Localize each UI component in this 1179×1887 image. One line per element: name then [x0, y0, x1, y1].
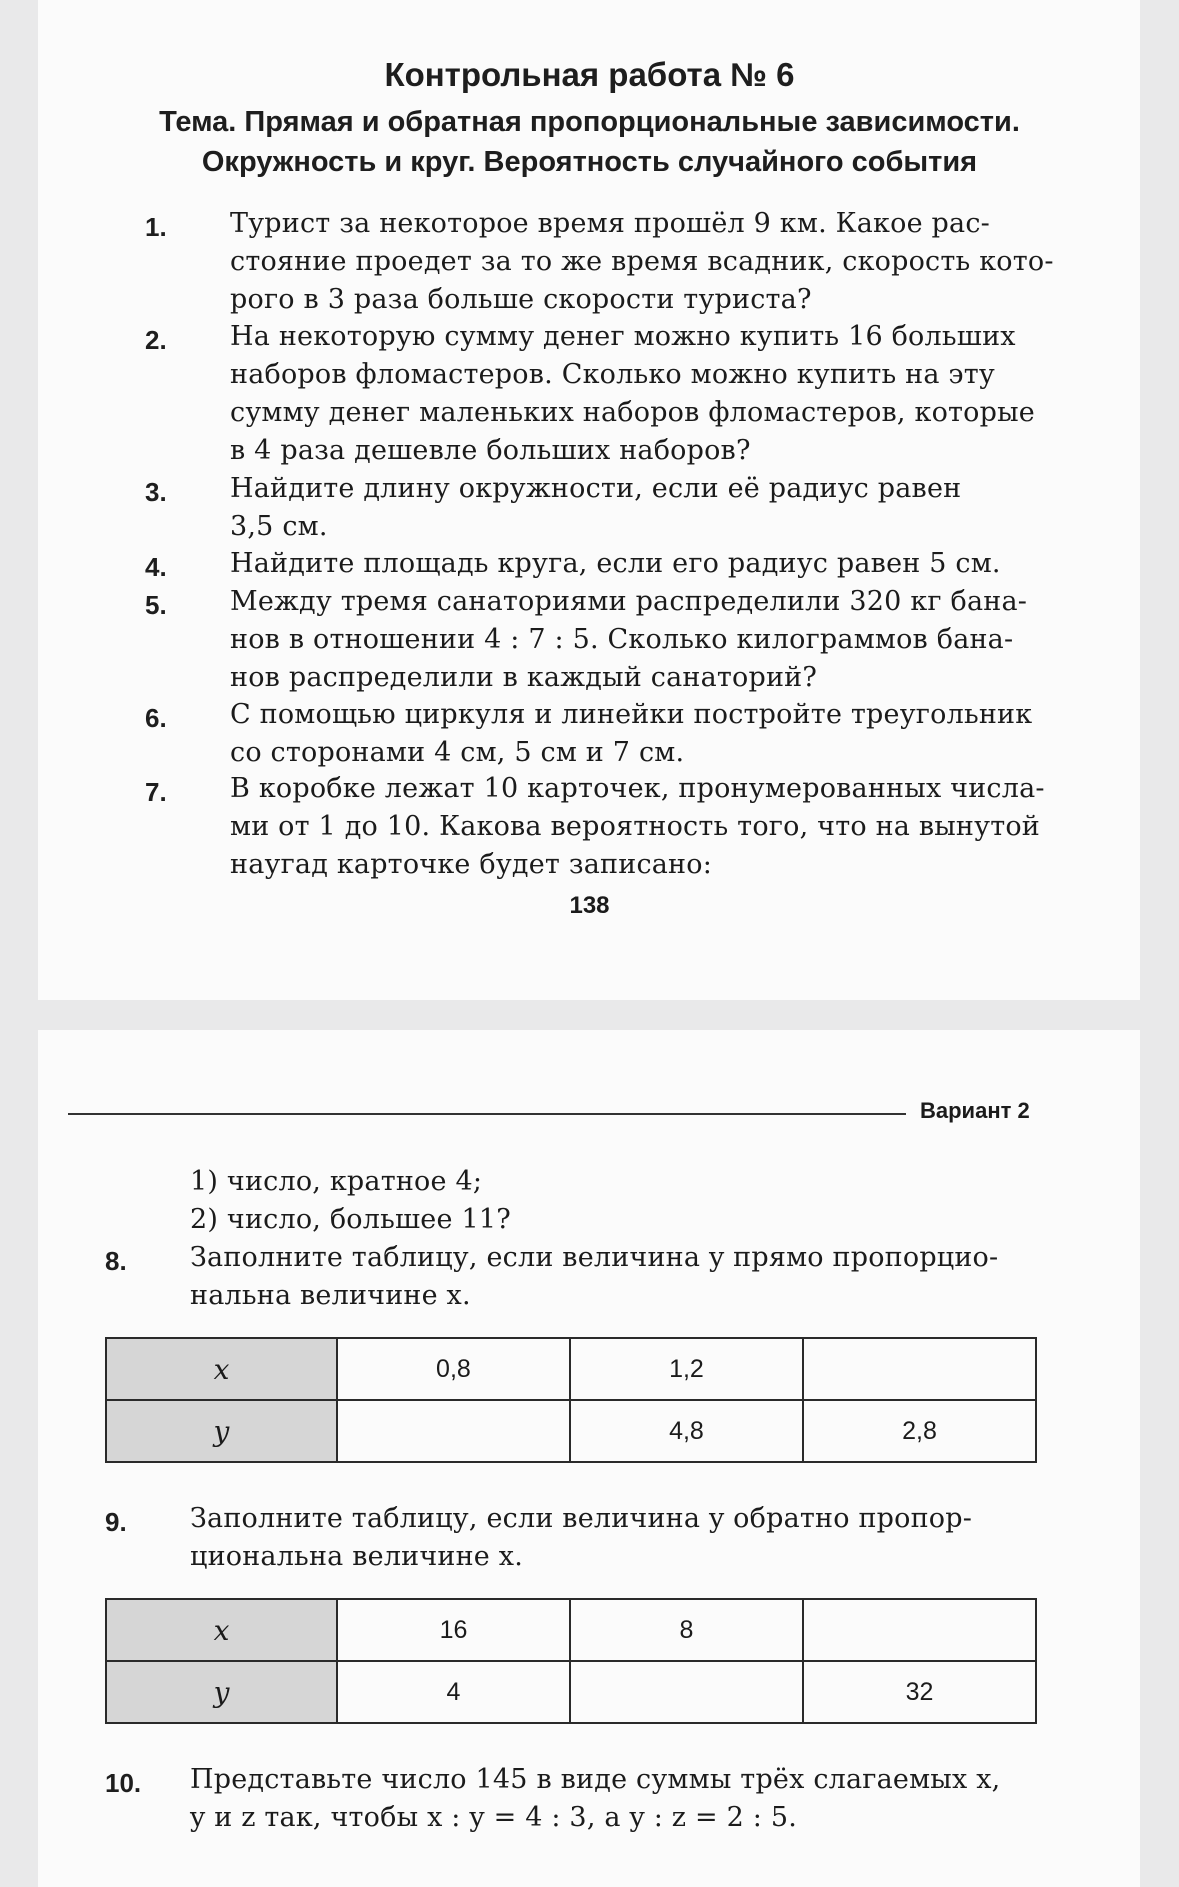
table-cell	[337, 1400, 570, 1462]
task-text-line: со сторонами 4 см, 5 см и 7 см.	[230, 737, 685, 768]
task-text-line: Найдите длину окружности, если её радиус равен	[230, 473, 962, 504]
task-number: 4.	[145, 552, 167, 582]
topic-line-1: Тема. Прямая и обратная пропорциональные зависимости.	[159, 106, 1020, 138]
row-header-y: y	[106, 1661, 337, 1723]
task-text-line: Турист за некоторое время прошёл 9 км. Какое рас-	[230, 208, 990, 239]
table-cell: 4,8	[570, 1400, 803, 1462]
table-cell: 4	[337, 1661, 570, 1723]
header-rule	[68, 1113, 906, 1115]
topic-line-2: Окружность и круг. Вероятность случайного события	[201, 146, 978, 178]
task-number: 3.	[145, 477, 167, 507]
row-header-x: x	[106, 1599, 337, 1661]
option-1: 1) число, кратное 4;	[190, 1166, 483, 1197]
table-cell: 32	[803, 1661, 1036, 1723]
task-text-line: в 4 раза дешевле больших наборов?	[230, 435, 751, 466]
table-cell	[570, 1661, 803, 1723]
task-text-line: На некоторую сумму денег можно купить 16 больших	[230, 321, 1016, 352]
task-text-line: нальна величине x.	[190, 1280, 471, 1311]
task-text-line: наугад карточке будет записано:	[230, 849, 713, 880]
task-text-line: 3,5 см.	[230, 511, 328, 542]
table-inverse-proportion	[105, 1598, 1037, 1724]
table-row-y	[106, 1661, 1036, 1723]
table-row-y	[106, 1400, 1036, 1462]
task-text-line: Между тремя санаториями распределили 320 кг бана-	[230, 586, 1028, 617]
task-number: 9.	[105, 1507, 127, 1537]
task-text-line: С помощью циркуля и линейки постройте треугольник	[230, 699, 1033, 730]
table-cell: 16	[337, 1599, 570, 1661]
task-number: 10.	[105, 1768, 142, 1798]
row-header-x: x	[106, 1338, 337, 1400]
table-cell: 2,8	[803, 1400, 1036, 1462]
task-number: 2.	[145, 325, 167, 355]
task-text-line: Найдите площадь круга, если его радиус равен 5 см.	[230, 548, 1001, 579]
task-text-line: сумму денег маленьких наборов фломастеров, которые	[230, 397, 1035, 428]
row-header-y: y	[106, 1400, 337, 1462]
page-number: 138	[569, 892, 610, 919]
task-number: 8.	[105, 1246, 127, 1276]
task-number: 1.	[145, 212, 167, 242]
task-number: 6.	[145, 703, 167, 733]
task-text-line: В коробке лежат 10 карточек, пронумерованных числа-	[230, 773, 1045, 804]
task-text-line: наборов фломастеров. Сколько можно купить на эту	[230, 359, 995, 390]
task-text-line: ми от 1 до 10. Какова вероятность того, что на вынутой	[230, 811, 1041, 842]
task-text-line: Представьте число 145 в виде суммы трёх слагаемых x,	[190, 1764, 1001, 1795]
task-number: 5.	[145, 590, 167, 620]
table-direct-proportion	[105, 1337, 1037, 1463]
task-text-line: y и z так, чтобы x : y = 4 : 3, а y : z = 2 : 5.	[190, 1802, 797, 1833]
table-cell	[803, 1338, 1036, 1400]
task-text-line: Заполните таблицу, если величина y обратно пропор-	[190, 1503, 973, 1534]
task-text-line: стояние проедет за то же время всадник, скорость кото-	[230, 246, 1054, 277]
table-cell: 0,8	[337, 1338, 570, 1400]
task-text-line: Заполните таблицу, если величина y прямо пропорцио-	[190, 1242, 999, 1273]
option-2: 2) число, большее 11?	[190, 1204, 511, 1235]
table-row-x	[106, 1338, 1036, 1400]
task-text-line: нов в отношении 4 : 7 : 5. Сколько килограммов бана-	[230, 624, 1014, 655]
table-row-x	[106, 1599, 1036, 1661]
table-cell: 1,2	[570, 1338, 803, 1400]
task-text-line: циональна величине x.	[190, 1541, 523, 1572]
table-cell	[803, 1599, 1036, 1661]
task-text-line: нов распределили в каждый санаторий?	[230, 662, 818, 693]
task-text-line: рого в 3 раза больше скорости туриста?	[230, 284, 812, 315]
test-title: Контрольная работа № 6	[384, 56, 795, 93]
task-number: 7.	[145, 777, 167, 807]
table-cell: 8	[570, 1599, 803, 1661]
variant-label: Вариант 2	[920, 1098, 1030, 1123]
